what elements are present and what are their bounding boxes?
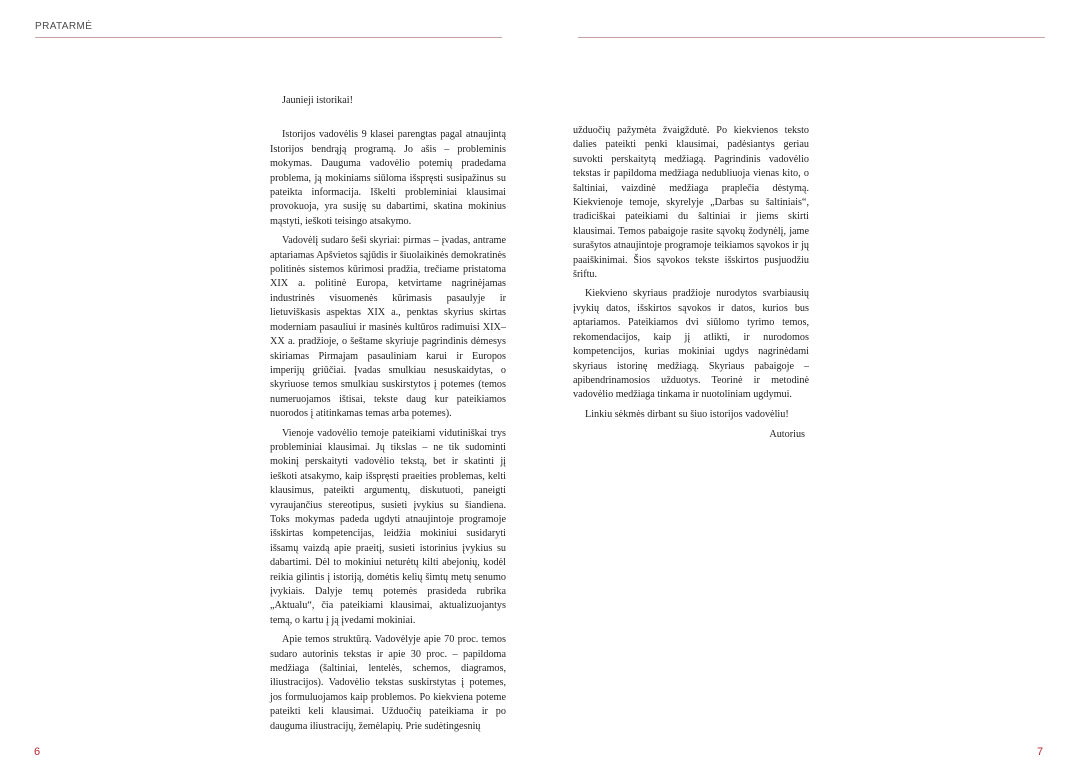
paragraph: Istorijos vadovėlis 9 klasei parengtas pagal atnaujintą Istorijos bendrąją programą. Jo ašis – probleminis mokymas. Dauguma vadovėlio potemių pradedama problema, ją mokiniams siūloma išspręsti susipažinus su pateikta informacija. Iškelti probleminiai klausimai provokuoja, yra susiję su dabartimi, skatina mokinius mąstyti, ieškoti teisingo atsakymo. — [270, 129, 506, 227]
paragraph: Linkiu sėkmės dirbant su šiuo istorijos vadovėliu! — [585, 408, 789, 420]
left-text-column — [270, 94, 506, 739]
page-number-left: 6 — [34, 746, 41, 758]
right-text-column — [573, 124, 809, 448]
greeting: Jaunieji istorikai! — [282, 95, 354, 106]
paragraph: užduočių pažymėta žvaigždutė. Po kiekvienos teksto dalies pateikti penki klausimai, padėsiantys geriau suvokti perskaitytą medžiagą. Pagrindinis vadovėlio tekstas ir papildoma medžiaga nedubliuoja vienas kito, o šaltiniai, vaizdinė medžiaga praplečia dėstymą. Kiekvienoje temoje, skyrelyje „Darbas su šaltiniais“, tradiciškai pateikiami du šaltiniai ir jiems skirti klausimai. Temos pabaigoje rasite sąvokų žodynėlį, jame surašytos atnaujintoje programoje teikiamos sąvokos ir jų paaiškinimai. Šios sąvokos tekste išskirtos pusjuodžiu šriftu. — [573, 125, 809, 281]
author-signature: Autorius — [769, 429, 805, 441]
header-rule-left — [35, 37, 502, 38]
header-rule-right — [578, 37, 1045, 38]
paragraph: Vienoje vadovėlio temoje pateikiami vidutiniškai trys probleminiai klausimai. Jų tikslas – ne tik sudominti mokinį perskaityti vadovėlio tekstą, bet ir skatinti jį ieškoti atsakymo, kaip išspręsti praeities problemas, kelti klausimus, pateikti argumentų, diskutuoti, paneigti vyraujančius stereotipus, susieti įvykius su šiandiena. Toks mokymas padeda ugdyti atnaujintoje programoje išskirtas kompetencijas, leidžia mokiniui susidaryti išsamų vaizdą apie praeitį, susieti istorinius įvykius su dabartimi. Dėl to mokiniui neturėtų kilti abejonių, kodėl reikia gilintis į istoriją, domėtis kelių šimtų metų senumo įvykiais. Dalyje temų potemės prasideda rubrika „Aktualu“, čia pateikiami klausimai, aktualizuojantys temą, o kartu į ją įvedami mokiniai. — [270, 427, 506, 626]
paragraph: Apie temos struktūrą. Vadovėlyje apie 70 proc. temos sudaro autorinis tekstas ir apie 30 proc. – papildoma medžiaga (šaltiniai, lentelės, schemos, diagramos, iliustracijos). Vadovėlio tekstas suskirstytas į potemes, jos formuluojamos kaip problemos. Po kiekviena poteme pateikti keli klausimai. Užduočių pateikiama ir po dauguma iliustracijų, žemėlapių. Prie sudėtingesnių — [270, 634, 506, 732]
running-head-title: PRATARMĖ — [35, 21, 93, 32]
paragraph: Vadovėlį sudaro šeši skyriai: pirmas – įvadas, antrame aptariamas Apšvietos sąjūdis ir šiuolaikinės demokratinės politinės sistemos kūrimosi pradžia, trečiame pristatoma XIX a. politinė Europa, ketvirtame nagrinėjamas industrinės visuomenės kūrimasis pasaulyje ir lietuviškasis aspektas XIX a., penktas skyrius skirtas moderniam pasauliui ir masinės kultūros radimuisi XIX–XX a. pradžioje, o šeštame skyriuje pagrindinis dėmesys skiriamas Pirmajam pasauliniam karui ir Europos imperijų griūčiai. Įvadas smulkiau nesuskaidytas, o skyriuose temos smulkiau suskirstytos į potemes (temos numeruojamos ištisai, tekste daug kur pateikiamos nuorodos į atitinkamas temas arba potemes). — [270, 235, 506, 420]
page-number-right: 7 — [1037, 746, 1044, 758]
paragraph: Kiekvieno skyriaus pradžioje nurodytos svarbiausių įvykių datos, išskirtos sąvokos ir datos, kurios bus aptariamos. Pateikiamos dvi siūlomo tyrimo temos, rekomendacijos, kaip jį atlikti, ir nurodomos kompetencijos, kurias mokiniai ugdys nagrinėdami skyriaus istorinę medžiagą. Skyriaus pabaigoje – apibendrinamosios užduotys. Teorinė ir metodinė vadovėlio medžiaga tinkama ir nuotoliniam ugdymui. — [573, 288, 809, 401]
